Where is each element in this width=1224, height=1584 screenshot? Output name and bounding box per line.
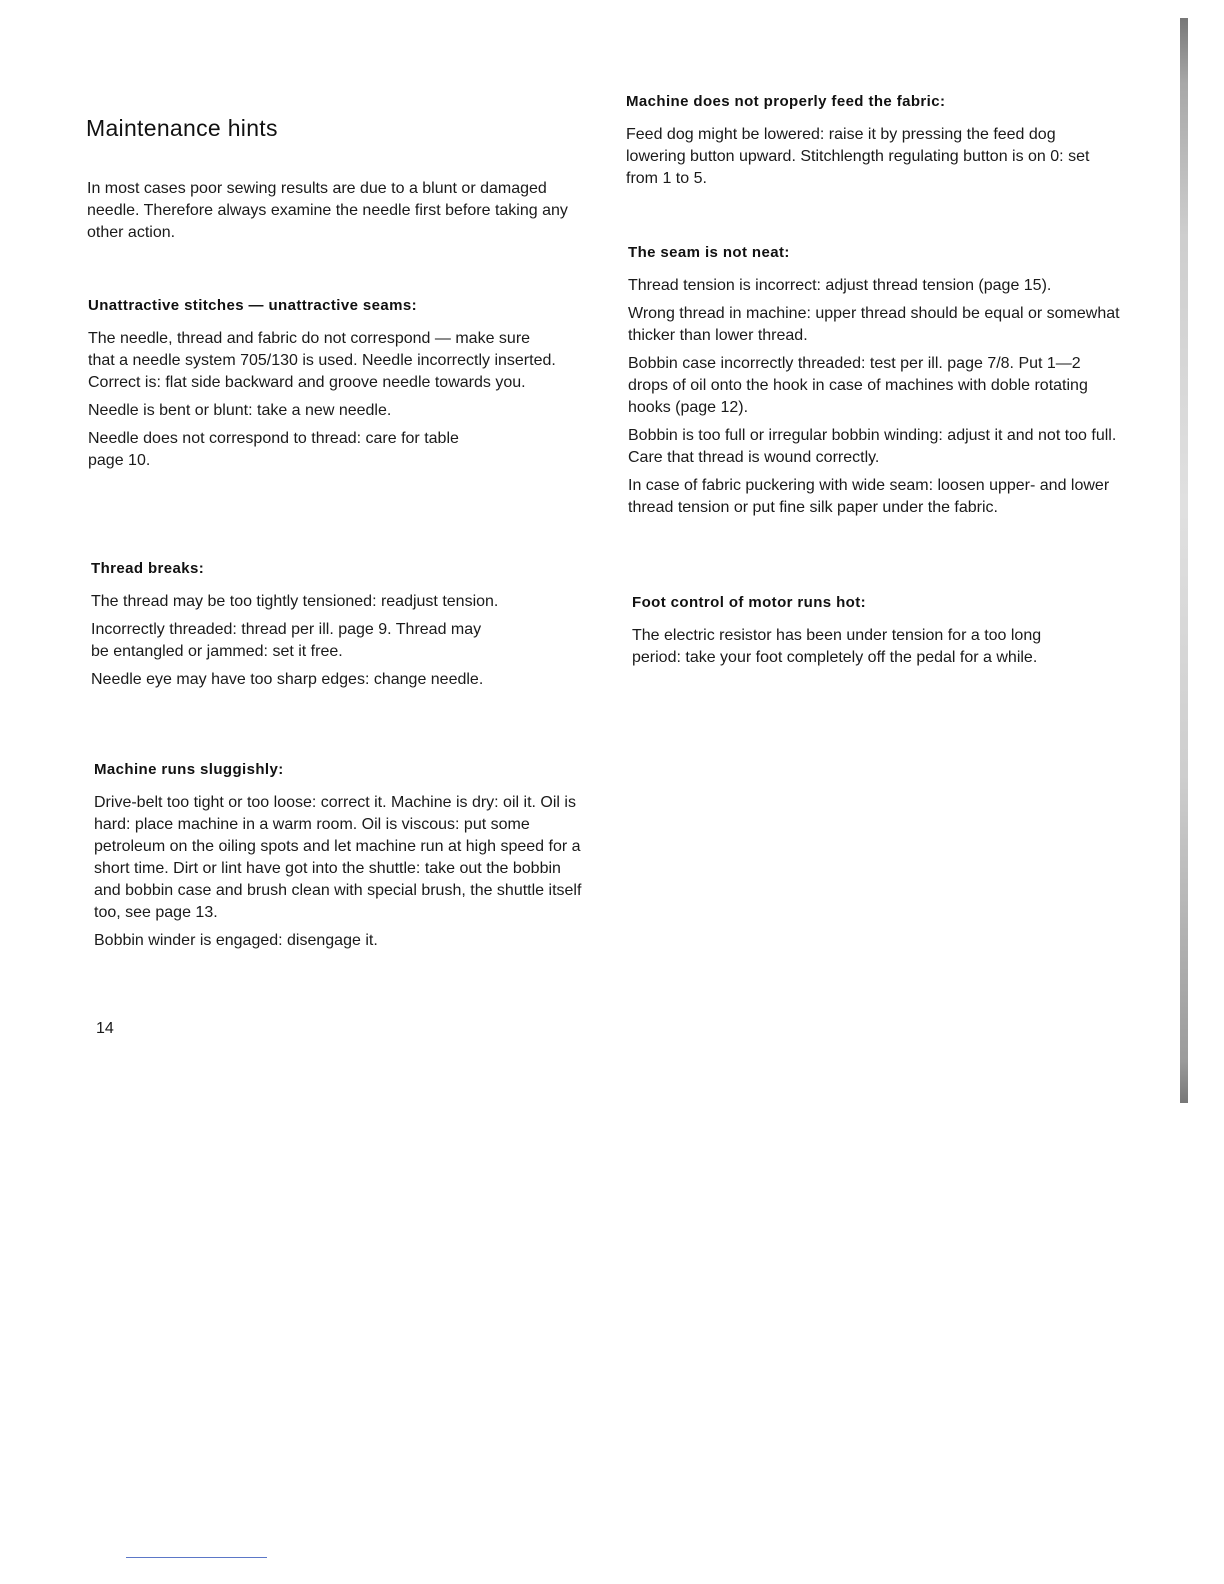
intro-paragraph: In most cases poor sewing results are due to a blunt or damaged needle. Therefore always examine the needle first before taking any other action. xyxy=(87,180,568,241)
section-heading: Machine does not properly feed the fabric: xyxy=(626,93,946,110)
paragraph: Needle eye may have too sharp edges: change needle. xyxy=(91,671,484,688)
page-title: Maintenance hints xyxy=(86,115,278,142)
page-number: 14 xyxy=(96,1020,114,1037)
footnote-rule xyxy=(126,1557,267,1558)
paragraph: Bobbin winder is engaged: disengage it. xyxy=(94,932,378,949)
paragraph: Thread tension is incorrect: adjust thread tension (page 15). xyxy=(628,277,1052,294)
paragraph: Needle is bent or blunt: take a new needle. xyxy=(88,402,392,419)
section-heading: Thread breaks: xyxy=(91,560,205,577)
section-machine-runs-sluggishly xyxy=(94,761,584,958)
paragraph: Wrong thread in machine: upper thread should be equal or somewhat thicker than lower thread. xyxy=(628,305,1120,344)
paragraph: Bobbin is too full or irregular bobbin winding: adjust it and not too full. Care that thread is wound correctly. xyxy=(628,427,1117,466)
scan-edge-mark xyxy=(1180,18,1188,1103)
section-thread-breaks xyxy=(91,560,581,697)
paragraph: Drive-belt too tight or too loose: correct it. Machine is dry: oil it. Oil is hard: place machine in a warm room. Oil is viscous: put some petroleum on the oiling spots and let machine run at high speed for a short time. Dirt or lint have got into the shuttle: take out the bobbin and bobbin case and brush clean with special brush, the shuttle itself too, see page 13. xyxy=(94,794,582,921)
section-feed-fabric xyxy=(626,93,1111,196)
paragraph: The thread may be too tightly tensioned: readjust tension. xyxy=(91,593,499,610)
paragraph: In case of fabric puckering with wide seam: loosen upper- and lower thread tension or put fine silk paper under the fabric. xyxy=(628,477,1110,516)
paragraph: Bobbin case incorrectly threaded: test per ill. page 7/8. Put 1—2 drops of oil onto the hook in case of machines with doble rotating hooks (page 12). xyxy=(628,355,1088,416)
section-heading: Unattractive stitches — unattractive seams: xyxy=(88,297,417,314)
section-heading: Machine runs sluggishly: xyxy=(94,761,284,778)
paragraph: Feed dog might be lowered: raise it by pressing the feed dog lowering button upward. Stitchlength regulating button is on 0: set from 1 to 5. xyxy=(626,126,1090,187)
paragraph: Needle does not correspond to thread: care for table page 10. xyxy=(88,430,459,469)
section-seam-not-neat xyxy=(628,244,1120,525)
section-heading: The seam is not neat: xyxy=(628,244,790,261)
paragraph: Incorrectly threaded: thread per ill. page 9. Thread may be entangled or jammed: set it free. xyxy=(91,621,482,660)
paragraph: The needle, thread and fabric do not correspond — make sure that a needle system 705/130 is used. Needle incorrectly inserted. Correct is: flat side backward and groove needle towards you. xyxy=(88,330,556,391)
paragraph: The electric resistor has been under tension for a too long period: take your foot completely off the pedal for a while. xyxy=(632,627,1042,666)
section-foot-control xyxy=(632,594,1092,675)
section-unattractive-stitches xyxy=(88,297,558,478)
section-heading: Foot control of motor runs hot: xyxy=(632,594,867,611)
